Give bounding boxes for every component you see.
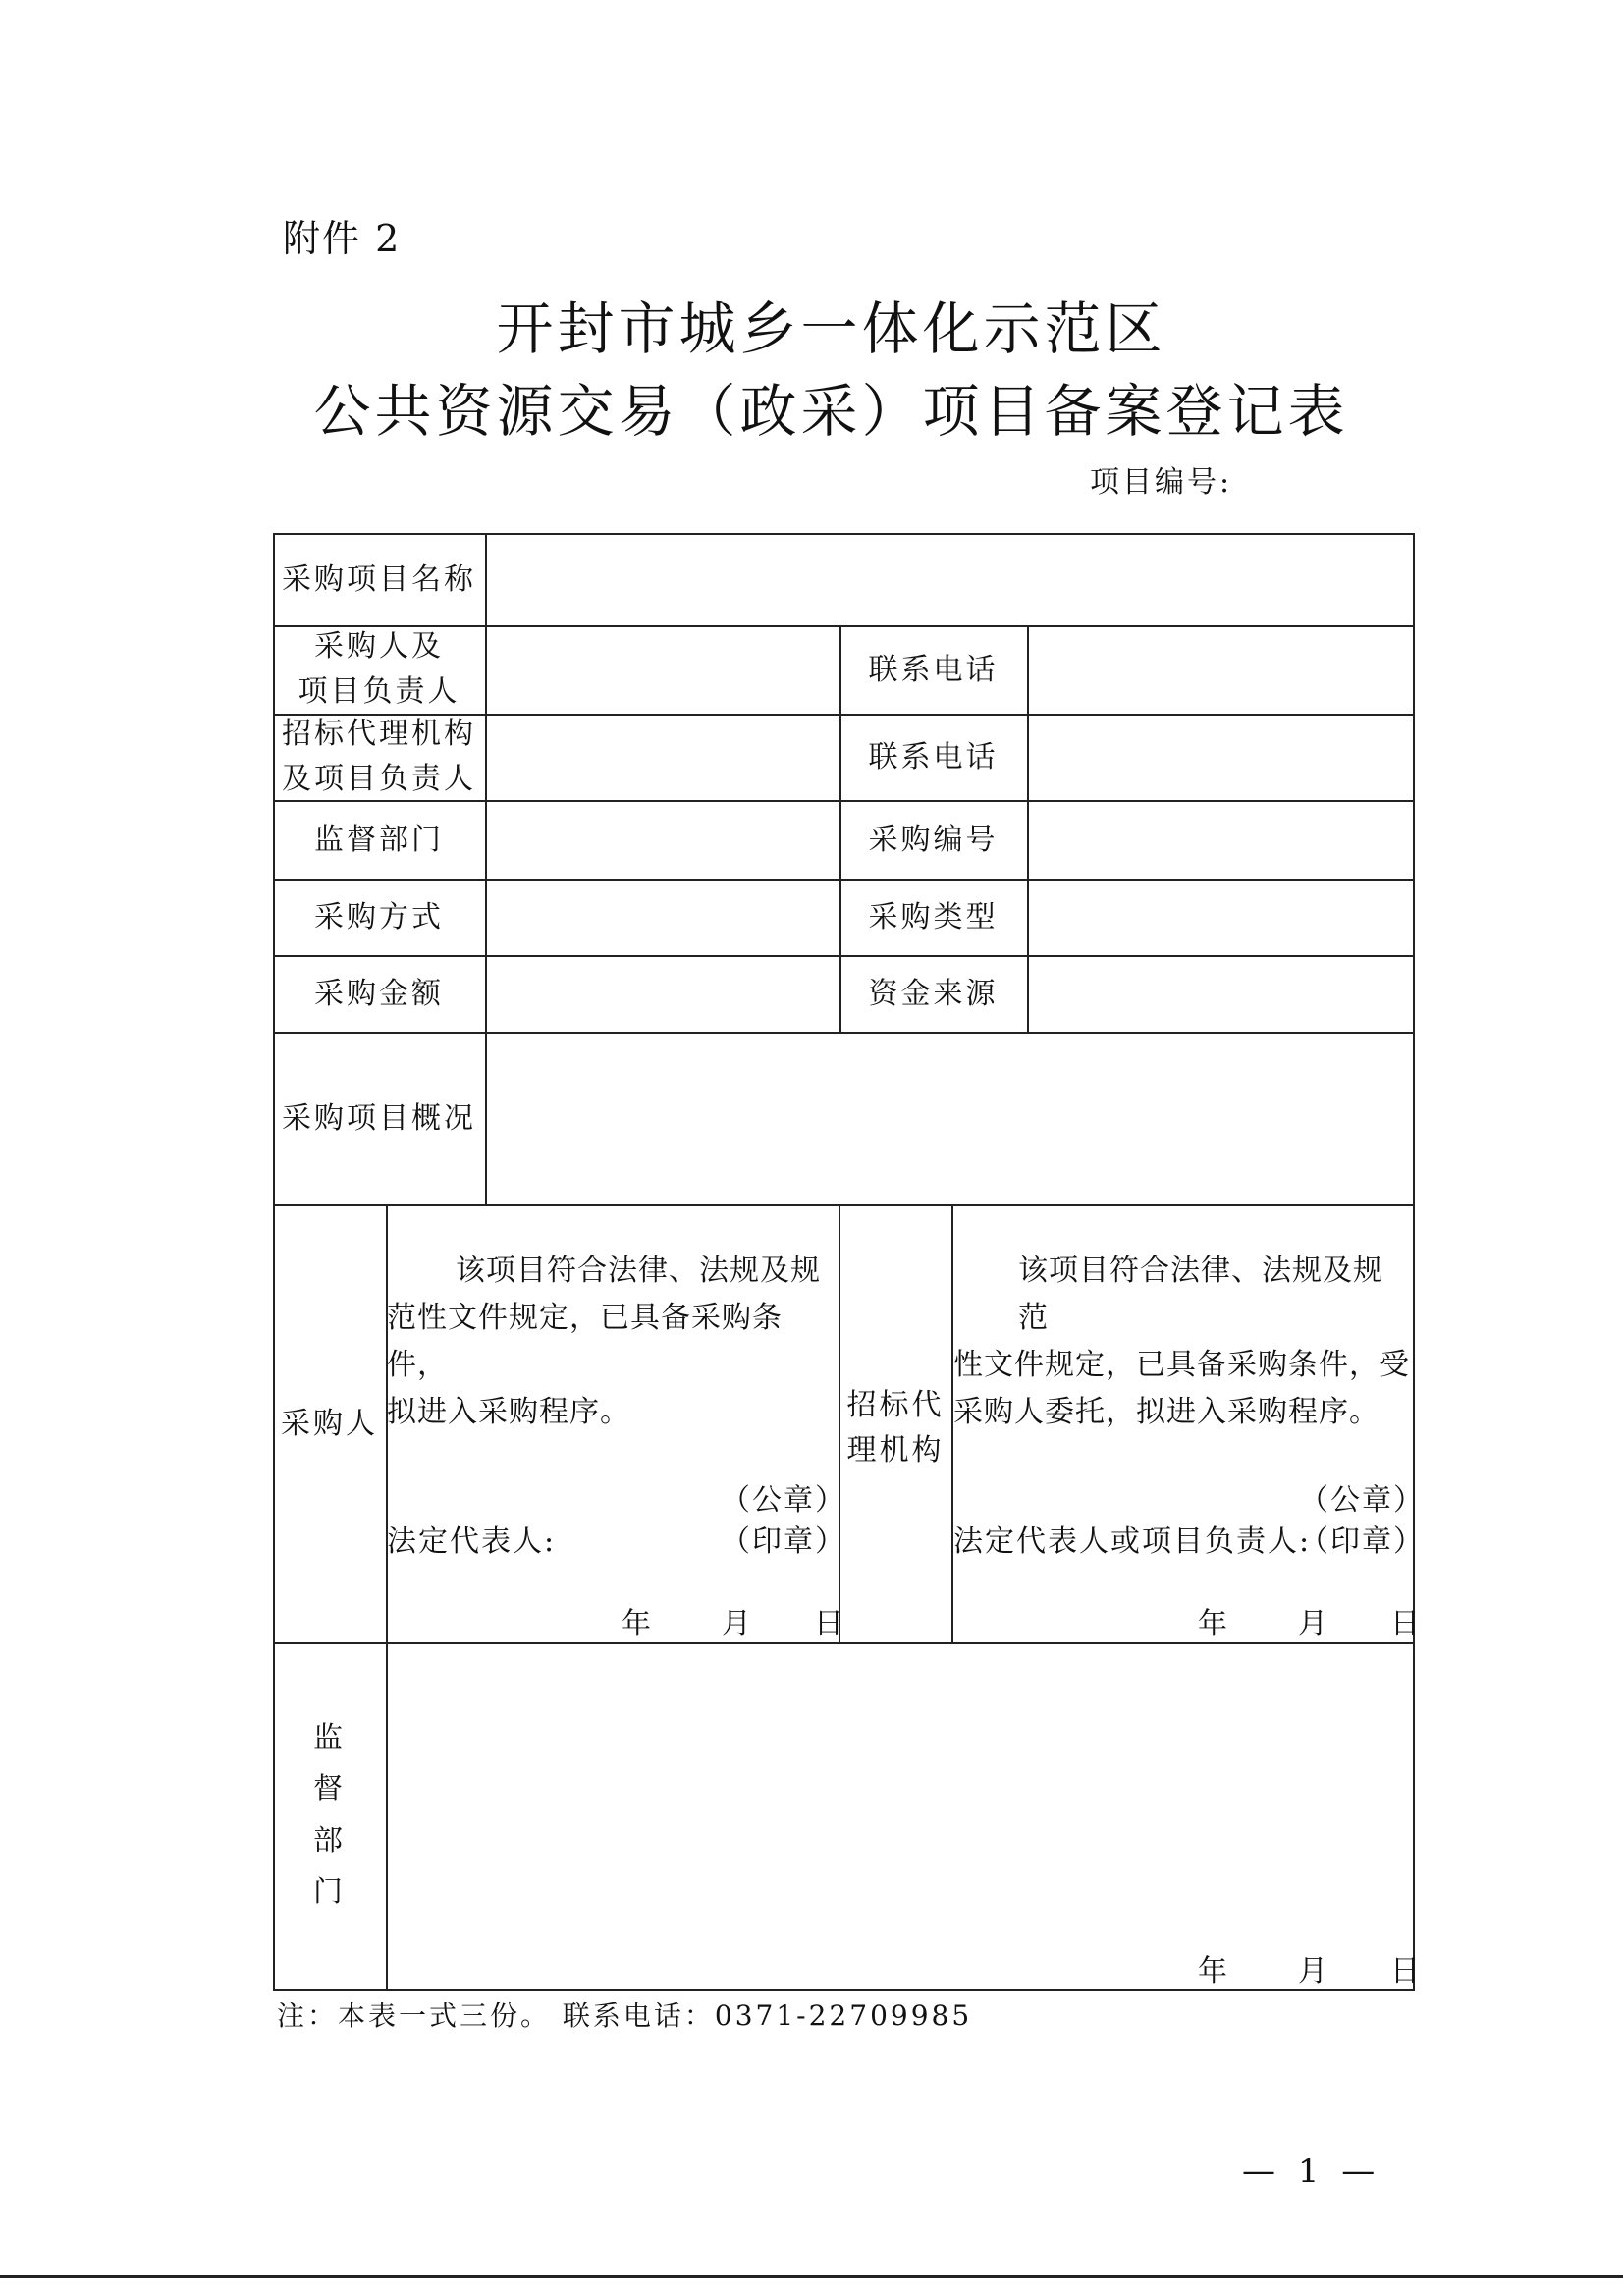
supervision-opinion-field[interactable] xyxy=(388,1644,1411,1939)
agency-statement-line2: 性文件规定，已具备采购条件，受 xyxy=(953,1348,1410,1382)
agency-section-line1: 招标代 xyxy=(846,1387,945,1422)
purchaser-label xyxy=(273,625,485,714)
supervision-dept-field[interactable] xyxy=(487,802,838,877)
agency-date xyxy=(1198,1599,1422,1642)
purchaser-label-line2: 项目负责人 xyxy=(298,674,460,709)
bottom-rule xyxy=(0,2275,1623,2278)
supervision-date xyxy=(1198,1947,1422,1990)
purchaser-date-year: 年 xyxy=(622,1607,653,1641)
agency-label-line1: 招标代理机构 xyxy=(282,716,476,751)
agency-statement-line1: 该项目符合法律、法规及规范 xyxy=(1018,1254,1383,1335)
form-title-line1: 开封市城乡一体化示范区 xyxy=(496,295,1166,362)
purchase-method-field[interactable] xyxy=(487,881,838,953)
purchaser-personal-seal: （印章） xyxy=(721,1524,846,1559)
agency-statement-line3: 采购人委托，拟进入采购程序。 xyxy=(953,1395,1380,1429)
purchase-number-field[interactable] xyxy=(1029,802,1411,877)
purchaser-official-seal: （公章） xyxy=(721,1483,846,1518)
purchaser-phone-label: 联系电话 xyxy=(868,652,999,687)
purchaser-statement-line1: 该项目符合法律、法规及规 xyxy=(456,1254,821,1288)
purchase-type-field[interactable] xyxy=(1029,881,1411,953)
purchase-amount-field[interactable] xyxy=(487,957,838,1030)
registration-form xyxy=(273,533,1425,1991)
supervision-dept-label: 监督部门 xyxy=(314,822,444,857)
agency-rep-label: 法定代表人或项目负责人: xyxy=(953,1524,1312,1559)
footer-note: 注：本表一式三份。 联系电话：0371-22709985 xyxy=(277,2000,973,2032)
purchase-type-label: 采购类型 xyxy=(868,899,999,934)
purchaser-phone-field[interactable] xyxy=(1029,627,1411,712)
project-name-field[interactable] xyxy=(487,535,1411,623)
agency-section-label xyxy=(839,1204,951,1642)
agency-statement xyxy=(953,1248,1411,1436)
fund-source-field[interactable] xyxy=(1029,957,1411,1030)
supervision-date-day: 日 xyxy=(1390,1954,1422,1989)
purchaser-field[interactable] xyxy=(487,627,838,712)
agency-phone-field[interactable] xyxy=(1029,716,1411,798)
agency-official-seal: （公章） xyxy=(1299,1483,1425,1518)
project-number-label: 项目编号: xyxy=(1090,465,1233,500)
agency-section-line2: 理机构 xyxy=(846,1433,945,1468)
supervision-char-1: 监 xyxy=(313,1720,346,1755)
agency-field[interactable] xyxy=(487,716,838,798)
purchaser-date-month: 月 xyxy=(722,1607,753,1641)
supervision-section-label xyxy=(273,1642,386,1989)
purchaser-legal-rep-label: 法定代表人: xyxy=(387,1524,557,1559)
supervision-char-4: 门 xyxy=(313,1875,346,1909)
purchaser-date xyxy=(622,1599,845,1642)
purchase-method-label: 采购方式 xyxy=(314,899,444,934)
purchaser-statement-line2: 范性文件规定，已具备采购条件， xyxy=(387,1301,783,1382)
purchaser-section-label: 采购人 xyxy=(281,1406,378,1441)
project-name-label: 采购项目名称 xyxy=(282,561,476,597)
overview-field[interactable] xyxy=(487,1034,1411,1202)
agency-date-day: 日 xyxy=(1390,1607,1422,1641)
supervision-char-2: 督 xyxy=(313,1772,346,1806)
purchaser-statement xyxy=(387,1248,839,1436)
agency-personal-seal: （印章） xyxy=(1299,1524,1425,1559)
purchaser-label-line1: 采购人及 xyxy=(314,628,444,664)
overview-label: 采购项目概况 xyxy=(282,1100,476,1136)
page-number: — 1 — xyxy=(1242,2152,1381,2191)
attachment-label: 附件 2 xyxy=(283,217,402,260)
agency-phone-label: 联系电话 xyxy=(868,739,999,774)
form-title-line2: 公共资源交易（政采）项目备案登记表 xyxy=(313,378,1349,445)
agency-label xyxy=(273,714,485,800)
purchase-number-label: 采购编号 xyxy=(868,822,999,857)
purchaser-date-day: 日 xyxy=(814,1607,845,1641)
agency-date-year: 年 xyxy=(1198,1607,1229,1641)
fund-source-label: 资金来源 xyxy=(868,976,999,1011)
purchase-amount-label: 采购金额 xyxy=(314,976,444,1011)
supervision-date-year: 年 xyxy=(1198,1954,1229,1989)
agency-label-line2: 及项目负责人 xyxy=(282,762,476,796)
supervision-char-3: 部 xyxy=(313,1823,346,1858)
purchaser-statement-line3: 拟进入采购程序。 xyxy=(387,1395,630,1429)
agency-date-month: 月 xyxy=(1298,1607,1329,1641)
supervision-date-month: 月 xyxy=(1298,1954,1329,1989)
